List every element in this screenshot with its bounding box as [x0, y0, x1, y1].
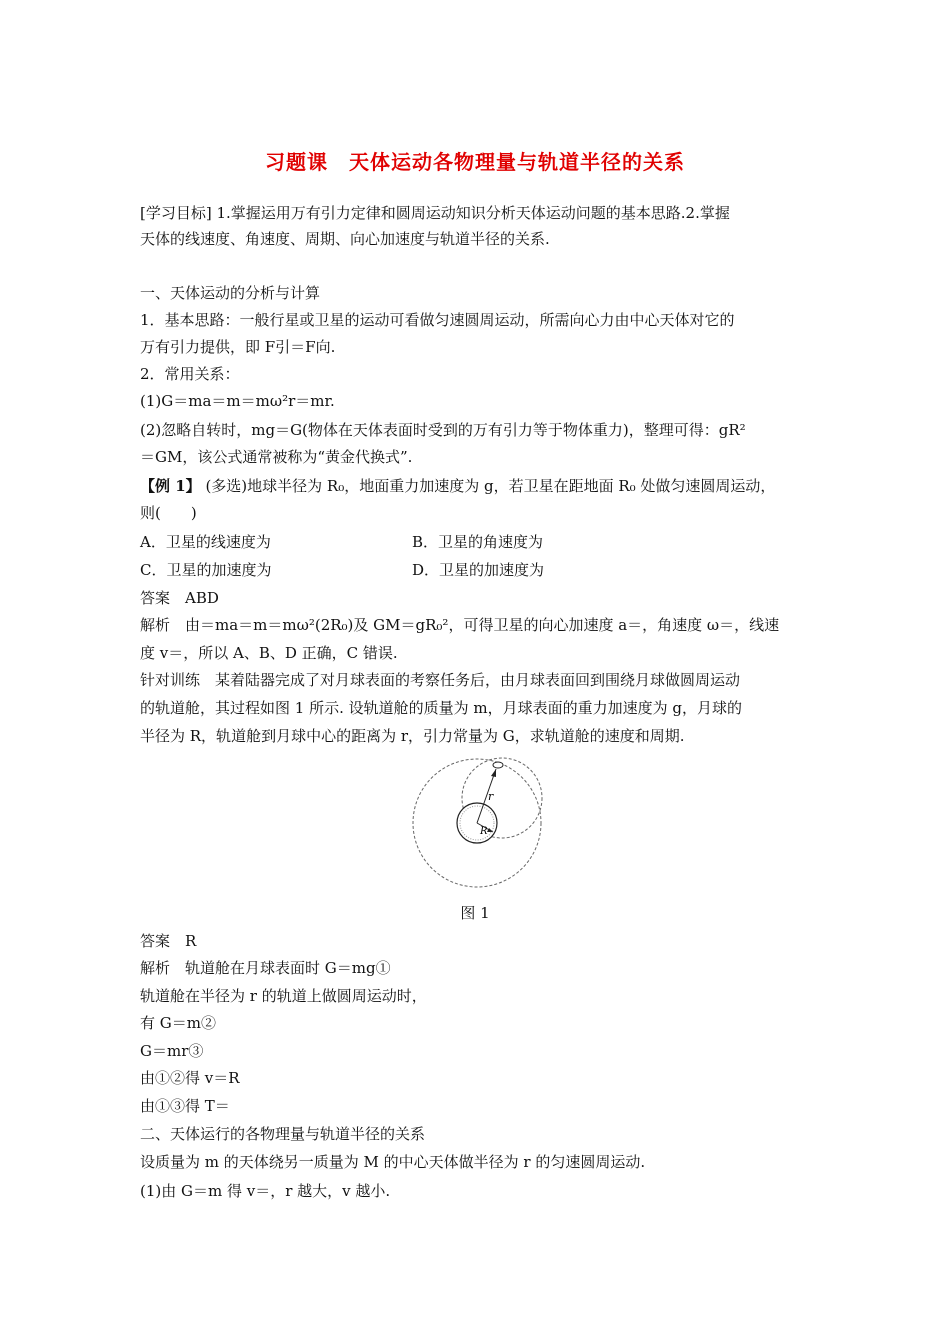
- example-1-analysis-line-1: 解析 由＝ma＝m＝mω²(2R₀)及 GM＝gR₀²，可得卫星的向心加速度 a＝，角速度 ω＝，线速: [140, 616, 780, 634]
- example-1-line-2: 则( ): [140, 504, 197, 522]
- relation-2-line-1: (2)忽略自转时，mg＝G(物体在天体表面时受到的万有引力等于物体重力)，整理可得：gR²: [140, 421, 746, 439]
- solution-answer: 答案 R: [140, 932, 197, 950]
- section-2-paragraph-2: (1)由 G＝m 得 v＝，r 越大，v 越小.: [140, 1182, 391, 1200]
- label-r: r: [488, 790, 494, 803]
- figure-caption: 图 1: [460, 904, 490, 922]
- learning-goals-line-1: [学习目标] 1.掌握运用万有引力定律和圆周运动知识分析天体运动问题的基本思路.2.掌握: [140, 204, 730, 222]
- section-2-paragraph-1: 设质量为 m 的天体绕另一质量为 M 的中心天体做半径为 r 的匀速圆周运动.: [140, 1153, 646, 1171]
- training-line-3: 半径为 R，轨道舱到月球中心的距离为 r，引力常量为 G，求轨道舱的速度和周期.: [140, 727, 685, 745]
- page-title: 习题课 天体运动各物理量与轨道半径的关系: [265, 150, 685, 174]
- option-b: B．卫星的角速度为: [412, 533, 544, 551]
- learning-goals-line-2: 天体的线速度、角速度、周期、向心加速度与轨道半径的关系.: [140, 230, 550, 248]
- radius-r-arrowhead: [491, 769, 496, 777]
- relation-2-line-2: ＝GM，该公式通常被称为“黄金代换式”.: [140, 448, 413, 466]
- option-row-2: [140, 560, 545, 580]
- option-d: D．卫星的加速度为: [412, 561, 545, 579]
- section-1-heading: 一、天体运动的分析与计算: [140, 284, 321, 302]
- relation-1: (1)G＝ma＝m＝mω²r＝mr.: [140, 392, 335, 410]
- option-c: C．卫星的加速度为: [140, 561, 272, 579]
- example-1-line-1: [140, 476, 775, 496]
- example-1-answer: 答案 ABD: [140, 589, 219, 607]
- example-1-label: 【例 1】: [140, 477, 201, 495]
- solution-step-6: 由①③得 T＝: [140, 1097, 230, 1115]
- training-line-1: 针对训练 某着陆器完成了对月球表面的考察任务后，由月球表面回到围绕月球做圆周运动: [140, 671, 741, 689]
- example-1-text: (多选)地球半径为 R₀，地面重力加速度为 g，若卫星在距地面 R₀ 处做匀速圆周运动，: [200, 477, 776, 495]
- option-a: A．卫星的线速度为: [140, 533, 271, 551]
- basic-idea-line-2: 万有引力提供，即 F引＝F向.: [140, 338, 336, 356]
- solution-step-5: 由①②得 v＝R: [140, 1069, 240, 1087]
- label-R: R: [480, 826, 488, 837]
- common-relations-heading: 2．常用关系：: [140, 365, 240, 383]
- training-line-2: 的轨道舱，其过程如图 1 所示. 设轨道舱的质量为 m，月球表面的重力加速度为 g，月球的: [140, 699, 742, 717]
- section-2-heading: 二、天体运行的各物理量与轨道半径的关系: [140, 1125, 426, 1143]
- basic-idea-line-1: 1．基本思路：一般行星或卫星的运动可看做匀速圆周运动，所需向心力由中心天体对它的: [140, 311, 735, 329]
- solution-step-3: 有 G＝m②: [140, 1014, 216, 1032]
- solution-step-1: 解析 轨道舱在月球表面时 G＝mg①: [140, 959, 391, 977]
- orbiter-icon: [493, 762, 503, 768]
- example-1-analysis-line-2: 度 v＝，所以 A、B、D 正确，C 错误.: [140, 644, 398, 662]
- solution-step-2: 轨道舱在半径为 r 的轨道上做圆周运动时，: [140, 987, 427, 1005]
- option-row-1: [140, 532, 544, 552]
- orbit-figure: [410, 756, 545, 891]
- solution-step-4: G＝mr③: [140, 1042, 204, 1060]
